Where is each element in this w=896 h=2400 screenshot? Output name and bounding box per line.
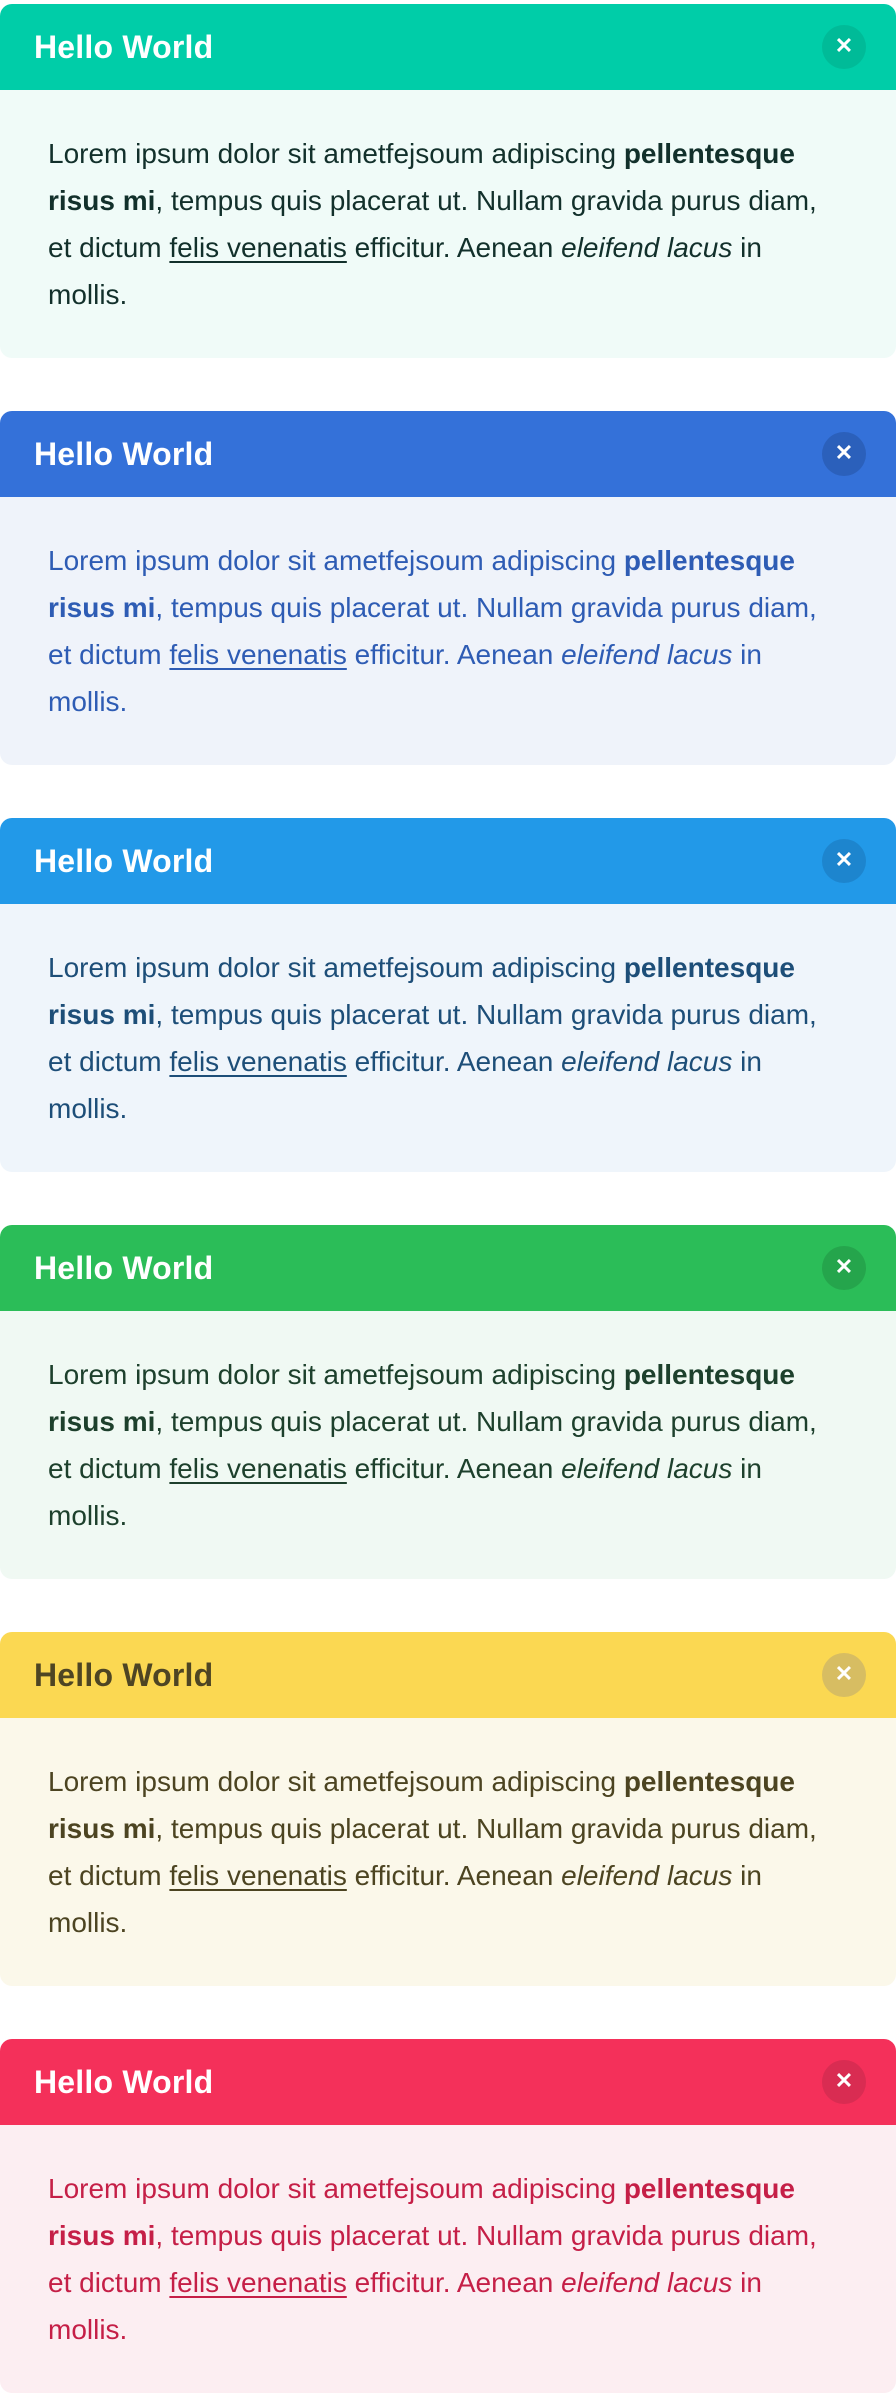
text-segment-italic: eleifend lacus (561, 639, 733, 670)
text-segment-italic: eleifend lacus (561, 1046, 733, 1077)
card-body (0, 1718, 896, 1986)
text-segment-bold: pellentesque risus mi (48, 2173, 795, 2251)
text-segment-normal: in mollis. (48, 2267, 762, 2345)
text-segment-normal: , tempus quis placerat ut. Nullam gravida purus diam, et dictum (48, 1406, 817, 1484)
text-segment-underline: felis venenatis (169, 1046, 347, 1077)
close-button[interactable] (822, 2060, 866, 2104)
text-segment-normal: Lorem ipsum dolor sit ametfejsoum adipiscing (48, 952, 624, 983)
text-segment-bold: pellentesque risus mi (48, 138, 795, 216)
card-header (0, 1632, 896, 1718)
text-segment-italic: eleifend lacus (561, 232, 733, 263)
text-segment-bold: pellentesque risus mi (48, 1766, 795, 1844)
text-segment-italic: eleifend lacus (561, 2267, 733, 2298)
card-body-text (48, 130, 840, 318)
card-body (0, 90, 896, 358)
text-segment-normal: Lorem ipsum dolor sit ametfejsoum adipiscing (48, 138, 624, 169)
card-header (0, 1225, 896, 1311)
text-segment-bold: pellentesque risus mi (48, 952, 795, 1030)
card-title: Hello World (34, 1249, 214, 1286)
alert-card-green (0, 1225, 896, 1579)
close-icon: ✕ (834, 440, 854, 465)
text-segment-underline: felis venenatis (169, 1453, 347, 1484)
close-button[interactable] (822, 1653, 866, 1697)
text-segment-italic: eleifend lacus (561, 1860, 733, 1891)
close-icon: ✕ (834, 33, 854, 58)
card-title: Hello World (34, 435, 214, 472)
text-segment-normal: in mollis. (48, 639, 762, 717)
text-segment-normal: efficitur. Aenean (346, 2267, 562, 2298)
text-segment-normal: , tempus quis placerat ut. Nullam gravida purus diam, et dictum (48, 999, 817, 1077)
text-segment-bold: pellentesque risus mi (48, 1359, 795, 1437)
card-body-text (48, 537, 840, 725)
card-title: Hello World (34, 1656, 214, 1693)
card-body-text (48, 944, 840, 1132)
card-body (0, 904, 896, 1172)
text-segment-bold: pellentesque risus mi (48, 545, 795, 623)
close-icon: ✕ (834, 847, 854, 872)
card-header (0, 4, 896, 90)
close-icon: ✕ (834, 1661, 854, 1686)
text-segment-normal: in mollis. (48, 1453, 762, 1531)
alert-card-yellow (0, 1632, 896, 1986)
close-button[interactable] (822, 1246, 866, 1290)
alert-card-blue (0, 411, 896, 765)
text-segment-underline: felis venenatis (169, 1860, 347, 1891)
card-title: Hello World (34, 842, 214, 879)
text-segment-normal: , tempus quis placerat ut. Nullam gravida purus diam, et dictum (48, 2220, 817, 2298)
card-body-text (48, 2165, 840, 2353)
card-header (0, 818, 896, 904)
text-segment-normal: , tempus quis placerat ut. Nullam gravida purus diam, et dictum (48, 185, 817, 263)
close-icon: ✕ (834, 1254, 854, 1279)
close-button[interactable] (822, 25, 866, 69)
card-body (0, 1311, 896, 1579)
text-segment-normal: efficitur. Aenean (346, 1046, 562, 1077)
text-segment-normal: efficitur. Aenean (346, 1860, 562, 1891)
text-segment-underline: felis venenatis (169, 639, 347, 670)
card-header (0, 411, 896, 497)
text-segment-underline: felis venenatis (169, 2267, 347, 2298)
text-segment-normal: efficitur. Aenean (346, 639, 562, 670)
text-segment-normal: in mollis. (48, 232, 762, 310)
close-icon: ✕ (834, 2068, 854, 2093)
card-title: Hello World (34, 2063, 214, 2100)
text-segment-normal: , tempus quis placerat ut. Nullam gravida purus diam, et dictum (48, 1813, 817, 1891)
text-segment-normal: , tempus quis placerat ut. Nullam gravida purus diam, et dictum (48, 592, 817, 670)
alert-card-sky-blue (0, 818, 896, 1172)
text-segment-normal: Lorem ipsum dolor sit ametfejsoum adipiscing (48, 1766, 624, 1797)
card-body-text (48, 1758, 840, 1946)
text-segment-normal: in mollis. (48, 1860, 762, 1938)
text-segment-normal: efficitur. Aenean (346, 232, 562, 263)
text-segment-normal: in mollis. (48, 1046, 762, 1124)
card-body (0, 2125, 896, 2393)
alert-card-red (0, 2039, 896, 2393)
text-segment-normal: Lorem ipsum dolor sit ametfejsoum adipiscing (48, 2173, 624, 2204)
text-segment-normal: efficitur. Aenean (346, 1453, 562, 1484)
text-segment-underline: felis venenatis (169, 232, 347, 263)
card-title: Hello World (34, 28, 214, 65)
card-body (0, 497, 896, 765)
card-body-text (48, 1351, 840, 1539)
text-segment-normal: Lorem ipsum dolor sit ametfejsoum adipiscing (48, 1359, 624, 1390)
close-button[interactable] (822, 432, 866, 476)
text-segment-normal: Lorem ipsum dolor sit ametfejsoum adipiscing (48, 545, 624, 576)
text-segment-italic: eleifend lacus (561, 1453, 733, 1484)
close-button[interactable] (822, 839, 866, 883)
card-header (0, 2039, 896, 2125)
alert-card-teal (0, 4, 896, 358)
